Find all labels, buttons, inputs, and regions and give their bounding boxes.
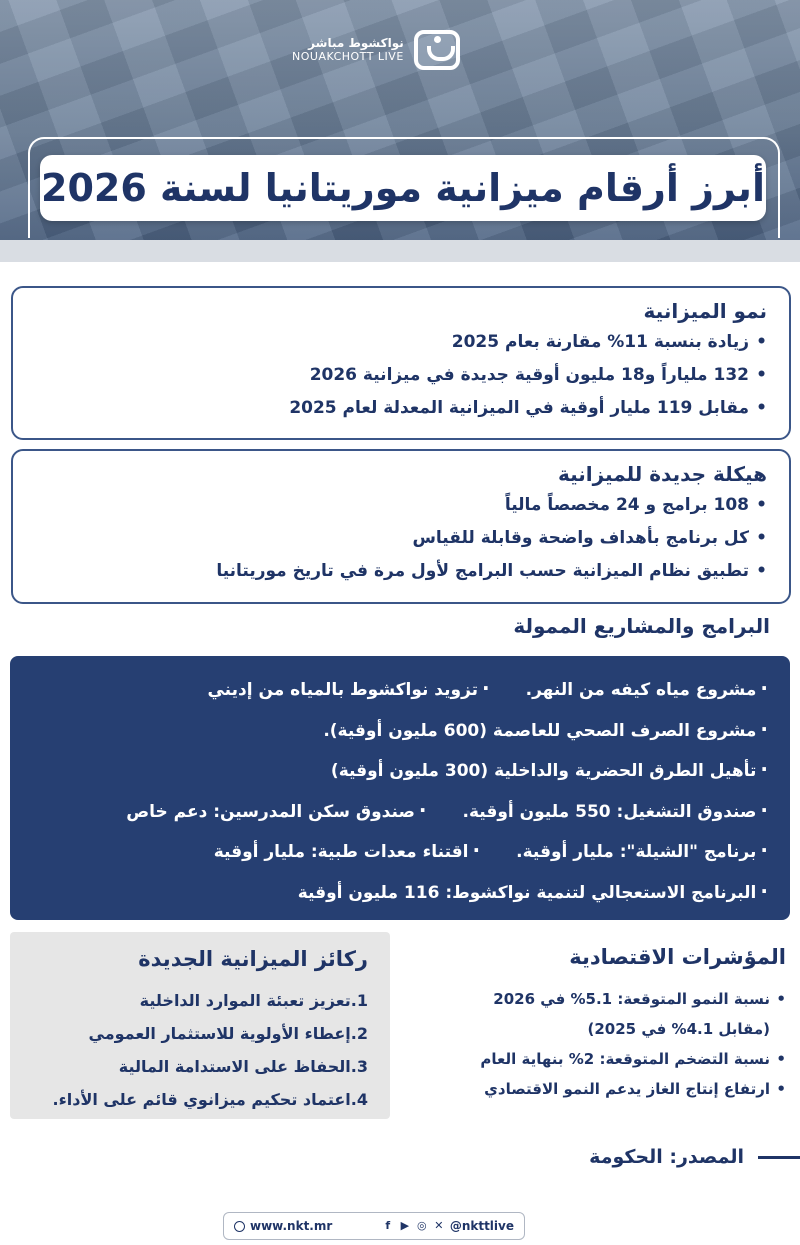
website-link[interactable] <box>234 1219 332 1233</box>
program-item: · صندوق سكن المدرسين: دعم خاص <box>126 798 426 822</box>
footer-bar <box>223 1212 525 1240</box>
program-row <box>24 871 768 912</box>
structure-list <box>29 489 767 588</box>
pillars-section <box>10 932 390 1119</box>
list-item: • 132 ملياراً و18 مليون أوقية جديدة في ميزانية 2026 <box>29 359 767 392</box>
logo-mark-icon <box>414 30 460 70</box>
logo-text <box>292 36 404 64</box>
list-item: • زيادة بنسبة 11% مقارنة بعام 2025 <box>29 326 767 359</box>
program-item: · تأهيل الطرق الحضرية والداخلية (300 مليون أوقية) <box>331 757 768 781</box>
social-links <box>382 1219 514 1233</box>
logo-arabic: نواكشوط مباشر <box>308 36 404 50</box>
website-text: www.nkt.mr <box>250 1219 333 1233</box>
pillars-heading: ركائز الميزانية الجديدة <box>138 947 368 971</box>
indicators-heading: المؤشرات الاقتصادية <box>569 945 786 969</box>
growth-heading: نمو الميزانية <box>643 299 767 323</box>
x-icon[interactable]: ✕ <box>434 1219 444 1232</box>
program-item: · البرنامج الاستعجالي لتنمية نواكشوط: 116 مليون أوقية <box>298 879 768 903</box>
list-item: • كل برنامج بأهداف واضحة وقابلة للقياس <box>29 522 767 555</box>
list-item: • تطبيق نظام الميزانية حسب البرامج لأول مرة في تاريخ موريتانيا <box>29 555 767 588</box>
program-item: · مشروع الصرف الصحي للعاصمة (600 مليون أوقية). <box>323 717 768 741</box>
program-row <box>24 830 768 871</box>
growth-list <box>29 326 767 425</box>
logo <box>292 30 492 70</box>
structure-section <box>11 449 791 604</box>
program-row <box>24 790 768 831</box>
program-item: · تزويد نواكشوط بالمياه من إديني <box>207 676 489 700</box>
indicator-item: • نسبة النمو المتوقعة: 5.1% في 2026 <box>410 984 786 1014</box>
pillar-item: 1.تعزيز تعبئة الموارد الداخلية <box>139 991 368 1010</box>
social-handle[interactable]: @nkttlive <box>449 1219 514 1233</box>
page-title: أبرز أرقام ميزانية موريتانيا لسنة 2026 <box>41 166 765 210</box>
program-item: · برنامج "الشيلة": مليار أوقية. <box>516 838 768 862</box>
source-text: المصدر: الحكومة <box>589 1146 744 1168</box>
title-card <box>40 155 766 221</box>
indicators-section <box>410 940 790 1120</box>
programs-section <box>10 656 790 920</box>
program-item: · صندوق التشغيل: 550 مليون أوقية. <box>462 798 768 822</box>
indicator-item: • ارتفاع إنتاج الغاز يدعم النمو الاقتصادي <box>410 1074 786 1104</box>
program-row <box>24 668 768 709</box>
list-item: • مقابل 119 مليار أوقية في الميزانية المعدلة لعام 2025 <box>29 392 767 425</box>
indicator-item: (مقابل 4.1% في 2025) <box>587 1020 770 1038</box>
header-divider <box>0 240 800 262</box>
instagram-icon[interactable]: ◎ <box>417 1219 427 1232</box>
globe-icon <box>234 1221 245 1232</box>
pillar-item: 4.اعتماد تحكيم ميزانوي قائم على الأداء. <box>52 1090 368 1109</box>
pillar-item: 3.الحفاظ على الاستدامة المالية <box>118 1057 368 1076</box>
programs-heading: البرامج والمشاريع الممولة <box>513 614 770 638</box>
program-row <box>24 709 768 750</box>
indicators-list <box>410 984 786 1104</box>
indicator-item: • نسبة التضخم المتوقعة: 2% بنهاية العام <box>410 1044 786 1074</box>
youtube-icon[interactable]: ▶ <box>400 1219 410 1232</box>
program-item: · مشروع مياه كيفه من النهر. <box>526 676 768 700</box>
program-item: · اقتناء معدات طبية: مليار أوقية <box>214 838 480 862</box>
program-row <box>24 749 768 790</box>
source-line <box>589 1146 800 1168</box>
pillar-item: 2.إعطاء الأولوية للاستثمار العمومي <box>88 1024 368 1043</box>
header-banner <box>0 0 800 240</box>
structure-heading: هيكلة جديدة للميزانية <box>557 462 767 486</box>
list-item: • 108 برامج و 24 مخصصاً مالياً <box>29 489 767 522</box>
growth-section <box>11 286 791 440</box>
facebook-icon[interactable]: f <box>385 1219 391 1232</box>
source-bar <box>758 1156 800 1159</box>
logo-english: NOUAKCHOTT LIVE <box>292 50 404 63</box>
